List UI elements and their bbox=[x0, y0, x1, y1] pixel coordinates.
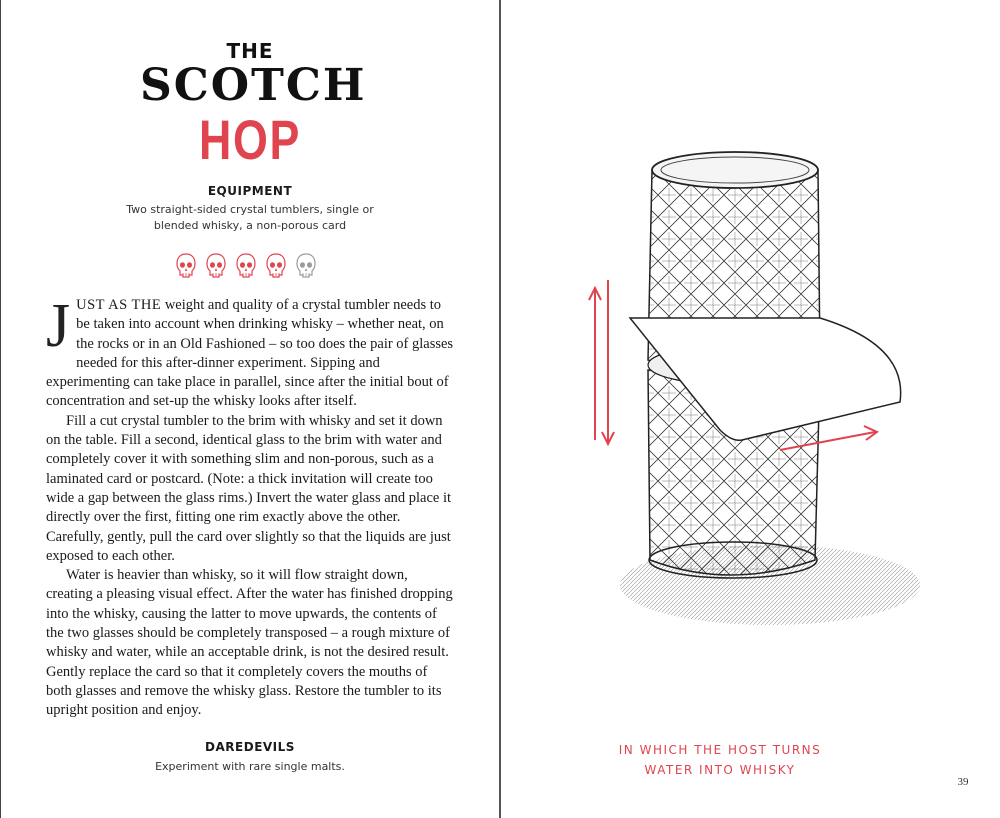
title-hop: HOP bbox=[199, 108, 301, 171]
left-page bbox=[0, 0, 499, 818]
lead-in-caps: UST AS THE bbox=[76, 297, 162, 313]
title-scotch: SCOTCH bbox=[140, 60, 367, 111]
illustration-caption bbox=[600, 740, 840, 780]
body-text bbox=[46, 292, 456, 721]
page-edge bbox=[0, 0, 1, 818]
caption-line-1: IN WHICH THE HOST TURNS bbox=[618, 743, 822, 757]
skull-icon-filled bbox=[234, 252, 258, 280]
skull-icon-empty bbox=[294, 252, 318, 280]
equipment-text: Two straight-sided crystal tumblers, single or blended whisky, a non-porous card bbox=[126, 203, 374, 232]
paragraph-2: Fill a cut crystal tumbler to the brim with whisky and set it down on the table. Fill a second, identical glass to the brim with water and completely cover it with something slim and non-porous, such as a laminated card or postcard. (Note: a thick invitation will create too wide a gap between the glass rims.) Invert the water glass and place it directly over the first, fitting one rim exactly above the other. Carefully, gently, pull the card over slightly so that the liquids are just exposed to each other. bbox=[46, 412, 452, 564]
page-number: 39 bbox=[957, 776, 969, 788]
title-the: THE bbox=[226, 39, 274, 63]
paragraph-1-text: weight and quality of a crystal tumbler needs to be taken into account when drinking whisky – whether neat, on the rocks or in an Old Fashioned – so too does the pair of glasses needed for this after-dinner experiment. Sipping and experimenting can take place in parallel, since after the initial bout of concentration and set-up the whisky looks after itself. bbox=[46, 297, 454, 410]
skull-icon-filled bbox=[264, 252, 288, 280]
vertical-arrows bbox=[589, 280, 614, 444]
equipment-heading: EQUIPMENT bbox=[207, 184, 293, 198]
page-title bbox=[140, 39, 367, 171]
daredevils-text: Experiment with rare single malts. bbox=[155, 760, 345, 773]
difficulty-rating bbox=[174, 252, 326, 280]
paragraph-1 bbox=[46, 292, 456, 412]
paragraph-3: Water is heavier than whisky, so it will flow straight down, creating a pleasing visual effect. After the water has finished dropping into the whisky, causing the latter to move upwards, the contents of the two glasses should be completely transposed – a rough mixture of whisky and water, while an acceptable drink, is not the desired result. Gently replace the card so that it completely covers the mouths of both glasses and remove the whisky glass. Restore the tumbler to its upright position and enjoy. bbox=[46, 567, 453, 719]
drop-cap: J bbox=[46, 292, 71, 360]
skull-icon-filled bbox=[174, 252, 198, 280]
caption-line-2: WATER INTO WHISKY bbox=[644, 763, 796, 777]
skull-icon-filled bbox=[204, 252, 228, 280]
tumbler-illustration bbox=[570, 140, 930, 640]
daredevils-heading: DAREDEVILS bbox=[205, 740, 295, 754]
